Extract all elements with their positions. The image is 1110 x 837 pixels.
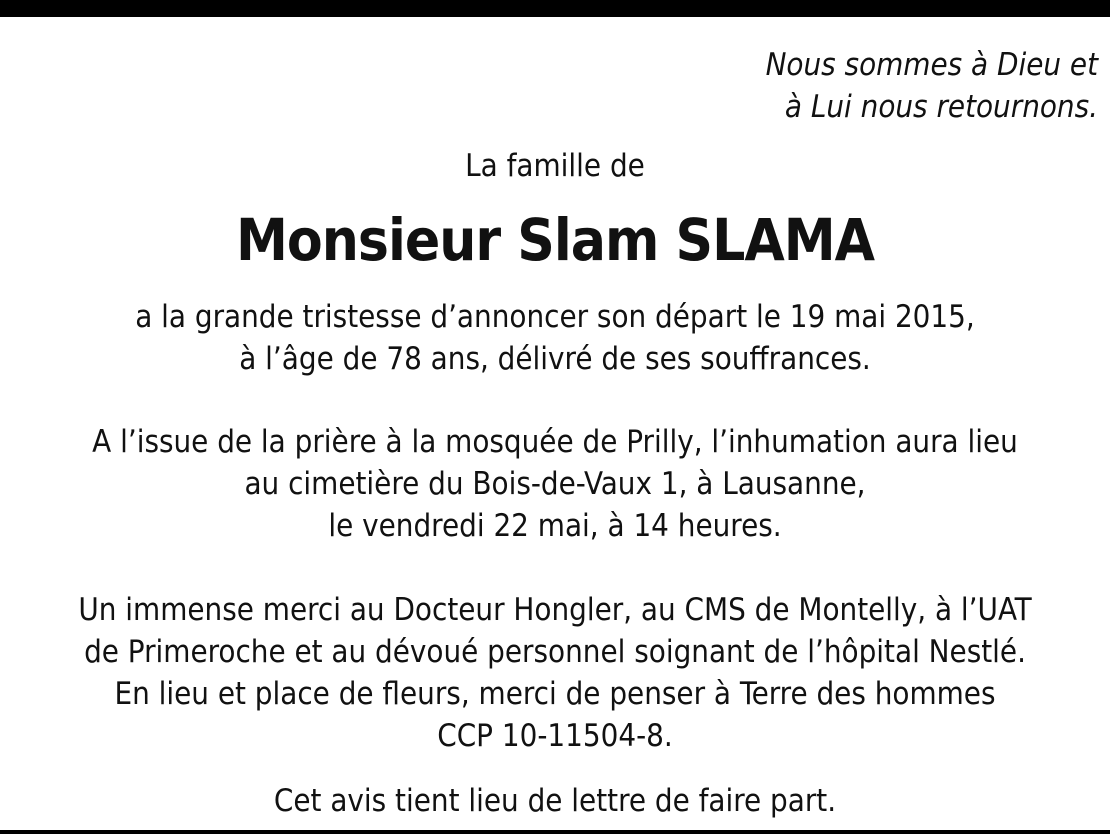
ceremony-line-3: le vendredi 22 mai, à 14 heures.	[328, 508, 782, 544]
epigraph-line-1: Nous sommes à Dieu et	[765, 47, 1098, 83]
thanks-line-4: CCP 10-11504-8.	[437, 718, 673, 754]
announcement-paragraph	[0, 296, 1110, 380]
deceased-name: Monsieur Slam SLAMA	[235, 206, 875, 274]
thanks-line-2: de Primeroche et au dévoué personnel soignant de l’hôpital Nestlé.	[84, 634, 1026, 670]
closing-text: Cet avis tient lieu de lettre de faire part.	[273, 783, 837, 819]
top-border-rule	[0, 0, 1110, 17]
announcement-line-2: à l’âge de 78 ans, délivré de ses souffrances.	[239, 341, 871, 377]
epigraph	[766, 44, 1098, 128]
thanks-line-3: En lieu et place de fleurs, merci de penser à Terre des hommes	[114, 676, 996, 712]
thanks-line-1: Un immense merci au Docteur Hongler, au CMS de Montelly, à l’UAT	[78, 592, 1032, 628]
ceremony-line-1: A l’issue de la prière à la mosquée de Prilly, l’inhumation aura lieu	[92, 424, 1018, 460]
bottom-border-rule	[0, 830, 1110, 834]
thanks-paragraph	[0, 589, 1110, 757]
ceremony-line-2: au cimetière du Bois-de-Vaux 1, à Lausanne,	[244, 466, 866, 502]
intro-text: La famille de	[465, 148, 645, 184]
announcement-line-1: a la grande tristesse d’annoncer son départ le 19 mai 2015,	[135, 299, 975, 335]
ceremony-paragraph	[0, 421, 1110, 547]
epigraph-line-2: à Lui nous retournons.	[784, 89, 1098, 125]
